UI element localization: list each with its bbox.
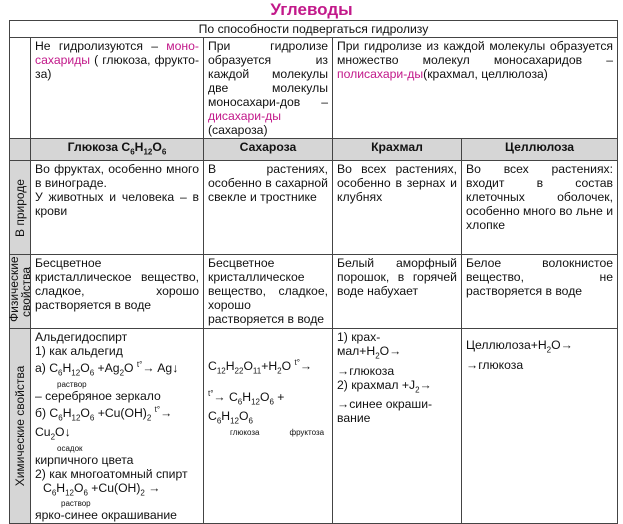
chemical-cellulose: $Целлюлоза+H_2O\to$ →глюкоза <box>462 329 618 524</box>
nature-sucrose: В растениях, особенно в сахарной свекле и тростнике <box>204 161 333 255</box>
carbohydrates-table <box>9 20 618 524</box>
category-disaccharides: При гидролизе образуется из каждой молекулы две молекулы моносахари-дов – дисахари-ды (сахароза) <box>204 38 333 139</box>
chemical-starch: 1) крах- $мал+H_2O\to$ →глюкоза 2) крахмал $+J_2\to$ →синее окраши- вание <box>333 329 462 524</box>
row-label-chemical: Химические свойства <box>10 329 31 524</box>
physical-cellulose: Белое волокнистое вещество, не растворяется в воде <box>462 255 618 329</box>
row-label-physical: Физические свойства <box>10 255 31 329</box>
category-monosaccharides: Не гидролизуются – моно-сахариды ( глюкоза, фрукто-за) <box>31 38 204 139</box>
nature-cellulose: Во всех растениях: входит в состав клеточных оболочек, особенно много во льне и хлопке <box>462 161 618 255</box>
physical-glucose: Бесцветное кристаллическое вещество, сладкое, хорошо растворяется в воде <box>31 255 204 329</box>
side-blank <box>10 38 31 139</box>
chemical-glucose: Альдегидоспирт 1) как альдегид а) $C_6H_{12}O_6 +Ag_2O$ $^{t^\circ}$→ Ag↓ раствор – серебряное зеркало б) $C_6H_{12}O_6 +Cu(OH)_2$ $^{t^\circ}\to Cu_2O↓$ осадок кирпичного цвета 2) как многоатомный спирт $C_6H_{12}O_6 +Cu(OH)_2$ → раствор ярко-синее окрашивание <box>31 329 204 524</box>
side-blank-2 <box>10 139 31 161</box>
nature-starch: Во всех растениях, особенно в зернах и клубнях <box>333 161 462 255</box>
physical-starch: Белый аморфный порошок, в горячей воде набухает <box>333 255 462 329</box>
column-cellulose: Целлюлоза <box>462 139 618 161</box>
physical-sucrose: Бесцветное кристаллическое вещество, сладкое, хорошо растворяется в воде <box>204 255 333 329</box>
nature-glucose: Во фруктах, особенно много в винограде. У животных и человека – в крови <box>31 161 204 255</box>
page-title: Углеводы <box>270 0 353 19</box>
classification-header: По способности подвергаться гидролизу <box>10 21 618 38</box>
column-starch: Крахмал <box>333 139 462 161</box>
category-polysaccharides: При гидролизе из каждой молекулы образуется множество молекул моносахаридов – полисахари-ды(крахмал, целлюлоза) <box>333 38 618 139</box>
column-glucose: Глюкоза $C_6H_{12}O_6$ <box>31 139 204 161</box>
row-label-nature: В природе <box>10 161 31 255</box>
chemical-sucrose: $C_{12}H_{22}O_{11}+H_2O$ $^{t^\circ}$→ $^{t^\circ}\to C_6H_{12}O_6 + C_6H_{12}O_6$ глюкоза фруктоза <box>204 329 333 524</box>
column-sucrose: Сахароза <box>204 139 333 161</box>
